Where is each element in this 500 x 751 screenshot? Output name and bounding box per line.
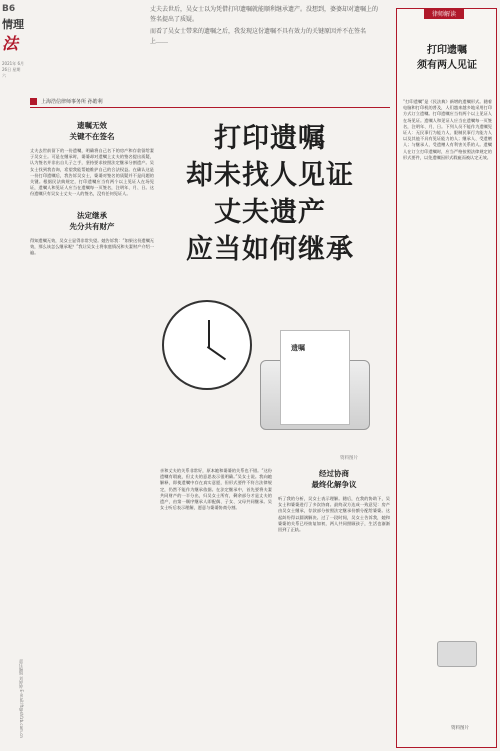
subhead-1-line2: 关键不在签名 <box>69 132 115 141</box>
column-2-body: 亲和丈夫的关系非常好，原本她和婆婆的关系也不错。“这份遗嘱有瑕疵，但丈夫的意思表示很明确。”吴女士说。我向她解释，即使遗嘱中存在真实意愿，但形式要件不符合法律规定，仍然不能作为继承依据。在法定继承中，首先要将夫妻共同财产的一半分出，归吴女士所有，剩余部分才是丈夫的遗产，由第一顺序继承人即配偶、子女、父母共同继承。吴女士听后表示理解，愿意与婆婆协商分割。 <box>160 468 272 511</box>
article-column-1 <box>30 120 154 256</box>
will-paper-label: 遗嘱 <box>291 343 305 352</box>
sidebar-commentary <box>396 8 497 748</box>
subhead-1 <box>30 120 154 142</box>
subhead-2 <box>30 210 154 232</box>
subhead-3-line1: 经过协商 <box>319 469 349 478</box>
clock-minute-hand <box>207 346 226 360</box>
subhead-2-line1: 法定继承 <box>77 210 107 220</box>
clock-hour-hand <box>208 320 210 348</box>
illustration-credit: 资料图片 <box>340 456 358 461</box>
will-paper <box>280 330 350 425</box>
article-column-2 <box>160 468 272 511</box>
subhead-2-line2: 先分共有财产 <box>69 221 115 231</box>
section-title-accent: 法 <box>2 34 19 53</box>
subhead-3 <box>278 468 390 490</box>
column-1-body: 丈夫去世前留下的一份遗嘱，明确将自己名下的房产和存款留给妻子吴女士。可是在继承时，婆婆却对遗嘱上丈夫的签名提出质疑，认为签名并非出自儿子之手，坚持要求按照法定继承分割遗产。吴女士找到我咨询，希望我能帮她维护自己的合法权益。在确认这是一份打印遗嘱后，我告诉吴女士，婆婆对签名的质疑并不是问题的关键。根据民法典规定，打印遗嘱应当有两个以上见证人在场见证，遗嘱人和见证人应当在遗嘱每一页签名，注明年、月、日。这份遗嘱只有吴女士丈夫一人的签名，没有任何见证人。 <box>30 148 154 197</box>
issue-date: 2021年 6月26日 星期六 <box>2 61 24 78</box>
lead-quote <box>150 5 382 47</box>
sidebar-title <box>403 43 491 73</box>
sidebar-tag: 律师解读 <box>424 8 464 19</box>
headline-line2: 却未找人见证 <box>186 160 354 191</box>
page-number: B6 <box>2 4 16 14</box>
sidebar-body: “打印遗嘱”是《民法典》新增的遗嘱形式。随着电脑和打印机的普及，人们越来越多地采用打印方式订立遗嘱。打印遗嘱应当有两个以上见证人在场见证。遗嘱人和见证人应当在遗嘱每一页签名，注明年、月、日。下列人员不能作为遗嘱见证人：无民事行为能力人、限制民事行为能力人以及其他不具有见证能力的人；继承人、受遗赠人；与继承人、受遗赠人有利害关系的人。遗嘱人在订立打印遗嘱时，应当严格按照法律规定的形式要件，以免遗嘱因形式瑕疵而被认定无效。 <box>403 99 492 160</box>
sidebar-credit: 资料图片 <box>451 726 469 731</box>
left-rail <box>2 4 24 747</box>
subhead-3-line2: 最终化解争议 <box>311 480 357 489</box>
sidebar-title-line1: 打印遗嘱 <box>427 45 467 56</box>
column-1-body-2: 得知遗嘱无效，吴女士显得非常失望。她告诉我：“如果这份遗嘱无效，那么该怎么继承呢？”我让吴女士将家庭情况和夫妻财产介绍一遍。 <box>30 237 154 256</box>
sidebar-title-line2: 须有两人见证 <box>417 60 477 71</box>
section-title: 情理 <box>2 18 24 31</box>
headline-line4: 应当如何继承 <box>186 234 354 265</box>
headline-line1: 打印遗嘱 <box>214 123 326 154</box>
main-headline <box>160 120 380 268</box>
subhead-1-line1: 遗嘱无效 <box>77 121 107 130</box>
lead-quote-line2: 而看了吴女士带来的遗嘱之后，我发现这份遗嘱不具有效力的关键原因并不在签名上…… <box>150 28 367 45</box>
square-icon <box>30 98 37 105</box>
lead-quote-line1: 丈夫去世后，吴女士以为凭借打印遗嘱就能顺利继承遗产。没想到，婆婆却对遗嘱上的签名提出了质疑。 <box>150 6 379 23</box>
column-3-body: 听了我的分析，吴女士表示理解。随后，在我的协助下，吴女士和婆婆进行了多次协商。最终双方达成一致意见：房产由吴女士继承，存款部分按照法定继承份额分配给婆婆。这起纠纷得以圆满解决。过了一段时间，吴女士告诉我，她和婆婆的关系已经恢复如初，两人共同照顾孩子，生活也渐渐回到了正轨。 <box>278 496 390 533</box>
headline-line3: 丈夫遗产 <box>214 197 326 228</box>
byline: 上海浩信律师事务所 孙皓利 <box>41 99 103 105</box>
clock-illustration <box>162 300 252 390</box>
editor-credit: 责任编辑 刘婷婷 E-mail:lft@shfzb.com.cn <box>19 659 24 738</box>
article-column-3 <box>278 468 390 533</box>
sidebar-printer-image <box>437 641 477 667</box>
byline-bar <box>30 96 390 108</box>
